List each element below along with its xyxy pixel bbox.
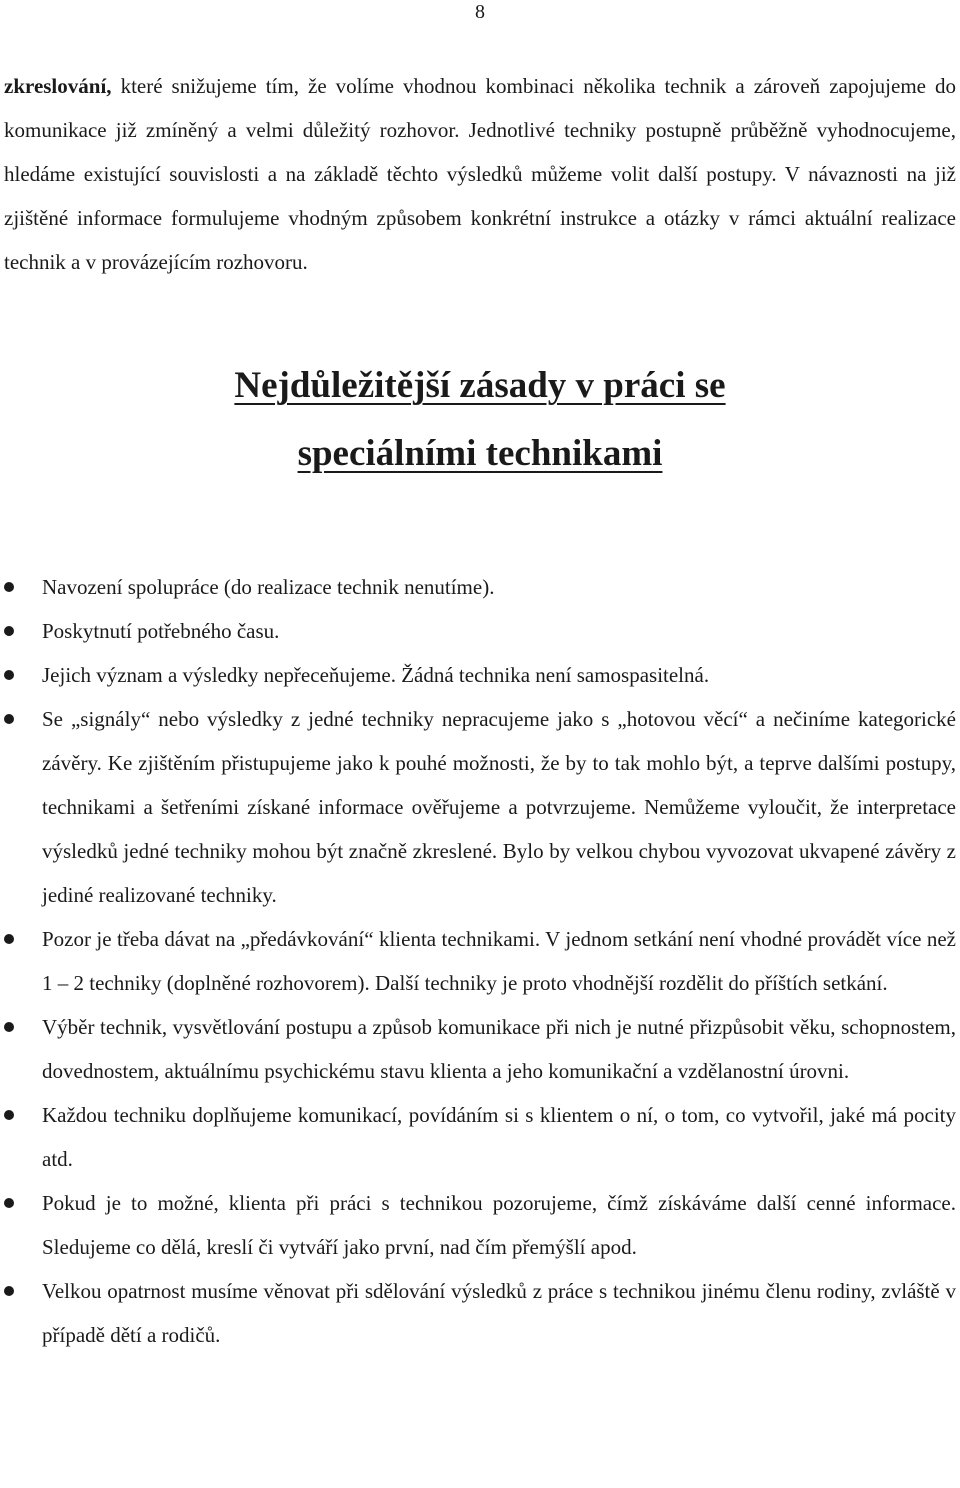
list-item (0, 653, 960, 697)
list-item-text: Výběr technik, vysvětlování postupu a způsob komunikace při nich je nutné přizpůsobit věku, schopnostem, dovednostem, aktuálnímu psychickému stavu klienta a jeho komunikační a vzdělanostní úrovni. (42, 1015, 956, 1083)
bullet-icon (4, 1286, 14, 1296)
list-item (0, 1269, 960, 1357)
bullet-icon (4, 1110, 14, 1120)
intro-paragraph (4, 64, 956, 284)
list-item (0, 697, 960, 917)
list-item (0, 1005, 960, 1093)
list-item-text: Každou techniku doplňujeme komunikací, povídáním si s klientem o ní, o tom, co vytvořil, jaké má pocity atd. (42, 1103, 956, 1171)
list-item-text: Pokud je to možné, klienta při práci s technikou pozorujeme, čímž získáváme další cenné informace. Sledujeme co dělá, kreslí či vytváří jako první, nad čím přemýšlí apod. (42, 1191, 956, 1259)
intro-bold-lead: zkreslování, (4, 74, 112, 98)
bullet-icon (4, 1198, 14, 1208)
bullet-icon (4, 714, 14, 724)
list-item-text: Navození spolupráce (do realizace technik nenutíme). (42, 575, 495, 599)
list-item (0, 917, 960, 1005)
bullet-icon (4, 934, 14, 944)
list-item-text: Jejich význam a výsledky nepřeceňujeme. Žádná technika není samospasitelná. (42, 663, 710, 687)
list-item-text: Poskytnutí potřebného času. (42, 619, 280, 643)
bullet-icon (4, 582, 14, 592)
list-item (0, 1093, 960, 1181)
section-title-line-1: Nejdůležitější zásady v práci se (234, 365, 726, 406)
list-item (0, 609, 960, 653)
list-item-text: Pozor je třeba dávat na „předávkování“ klienta technikami. V jednom setkání není vhodné provádět více než 1 – 2 techniky (doplněné rozhovorem). Další techniky je proto vhodnější rozdělit do příštích setkání. (42, 927, 956, 995)
bullet-icon (4, 1022, 14, 1032)
principles-list (0, 565, 960, 1357)
section-title-line-2: speciálními technikami (297, 433, 663, 474)
section-title (0, 352, 960, 488)
list-item (0, 565, 960, 609)
list-item (0, 1181, 960, 1269)
bullet-icon (4, 670, 14, 680)
list-item-text: Se „signály“ nebo výsledky z jedné techniky nepracujeme jako s „hotovou věcí“ a nečiníme kategorické závěry. Ke zjištěním přistupujeme jako k pouhé možnosti, že by to tak mohlo být, a teprve dalšími postupy, technikami a šetřeními získané informace ověřujeme a potvrzujeme. Nemůžeme vyloučit, že interpretace výsledků jedné techniky mohou být značně zkreslené. Bylo by velkou chybou vyvozovat ukvapené závěry z jediné realizované techniky. (42, 707, 956, 907)
page-number: 8 (475, 1, 485, 23)
bullet-icon (4, 626, 14, 636)
intro-text: které snižujeme tím, že volíme vhodnou kombinaci několika technik a zároveň zapojujeme do komunikace již zmíněný a velmi důležitý rozhovor. Jednotlivé techniky postupně průběžně vyhodnocujeme, hledáme existující souvislosti a na základě těchto výsledků můžeme volit další postupy. V návaznosti na již zjištěné informace formulujeme vhodným způsobem konkrétní instrukce a otázky v rámci aktuální realizace technik a v provázejícím rozhovoru. (4, 74, 956, 274)
list-item-text: Velkou opatrnost musíme věnovat při sdělování výsledků z práce s technikou jinému členu rodiny, zvláště v případě dětí a rodičů. (42, 1279, 956, 1347)
